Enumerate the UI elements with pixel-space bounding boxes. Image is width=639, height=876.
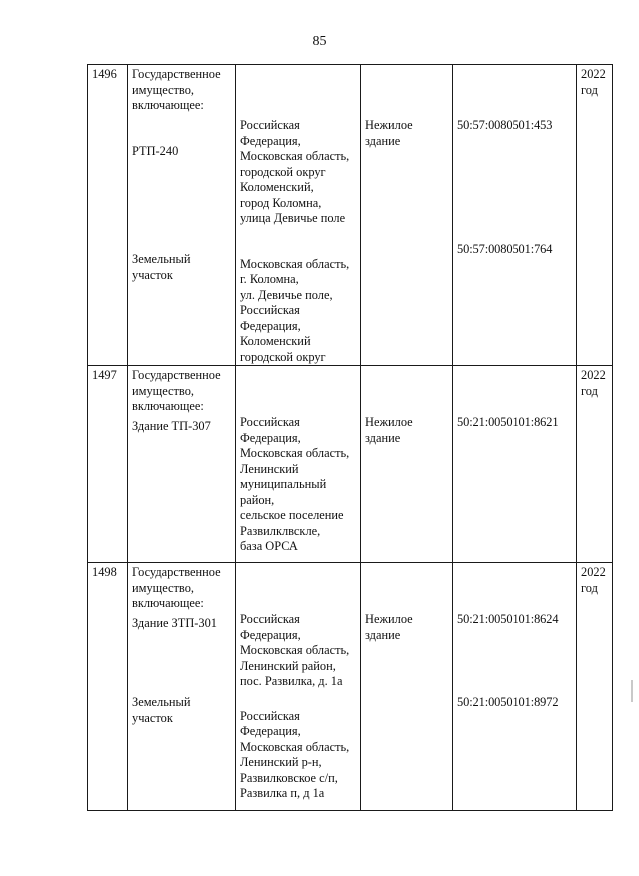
address-cell [236,366,361,563]
item-address: Московская область, г. Коломна, ул. Девичье поле, Российская Федерация, Коломенский городской округ [240,256,350,364]
property-registry-table [87,64,613,811]
item-address: Российская Федерация, Московская область, городской округ Коломенский, город Коломна, улица Девичье поле [240,118,350,225]
year-cell: 2022 год [577,65,613,366]
cadastral-number: 50:21:0050101:8624 [457,612,559,626]
scan-margin-mark [631,680,633,702]
item-name: Земельный участок [132,252,191,282]
item-type: Нежилое здание [365,415,413,445]
year-cell: 2022 год [577,563,613,811]
item-address: Российская Федерация, Московская область, Ленинский р-н, Развилковское с/п, Развилка п, д 1а [240,708,350,800]
item-name: Здание ЗТП-301 [132,615,217,630]
table-row [88,366,613,563]
property-type-cell [361,366,453,563]
group-label: Государственное [132,67,221,81]
property-name-cell: Государственное имущество, включающее: РТП-240 Земельный участок [128,65,236,366]
property-name-cell: Государственное имущество, включающее: Здание ТП-307 [128,366,236,563]
cadastral-number: 50:57:0080501:453 [457,118,553,132]
item-type: Нежилое здание [365,612,413,642]
cadastral-cell [453,65,577,366]
cadastral-number: 50:21:0050101:8972 [457,694,559,709]
group-label: Государственное [132,565,221,579]
item-name: Земельный участок [132,695,191,725]
page-number: 85 [312,34,327,49]
item-address: Российская Федерация, Московская область, Ленинский район, пос. Развилка, д. 1а [240,612,350,688]
table-row [88,65,613,366]
cadastral-cell [453,366,577,563]
item-type: Нежилое здание [365,118,413,148]
item-address: Российская Федерация, Московская область, Ленинский муниципальный район, сельское поселение Развилклвскле, база ОРСА [240,415,350,553]
item-name: РТП-240 [132,143,179,158]
year-cell: 2022 год [577,366,613,563]
address-cell [236,563,361,811]
property-name-cell: Государственное имущество, включающее: Здание ЗТП-301 Земельный участок [128,563,236,811]
property-type-cell [361,563,453,811]
group-label: Государственное [132,368,221,382]
table-row [88,563,613,811]
row-number: 1498 [88,563,128,811]
row-number: 1497 [88,366,128,563]
cadastral-number: 50:57:0080501:764 [457,241,553,256]
cadastral-cell [453,563,577,811]
item-name: Здание ТП-307 [132,418,211,433]
cadastral-number: 50:21:0050101:8621 [457,415,559,429]
row-number: 1496 [88,65,128,366]
property-type-cell [361,65,453,366]
address-cell [236,65,361,366]
